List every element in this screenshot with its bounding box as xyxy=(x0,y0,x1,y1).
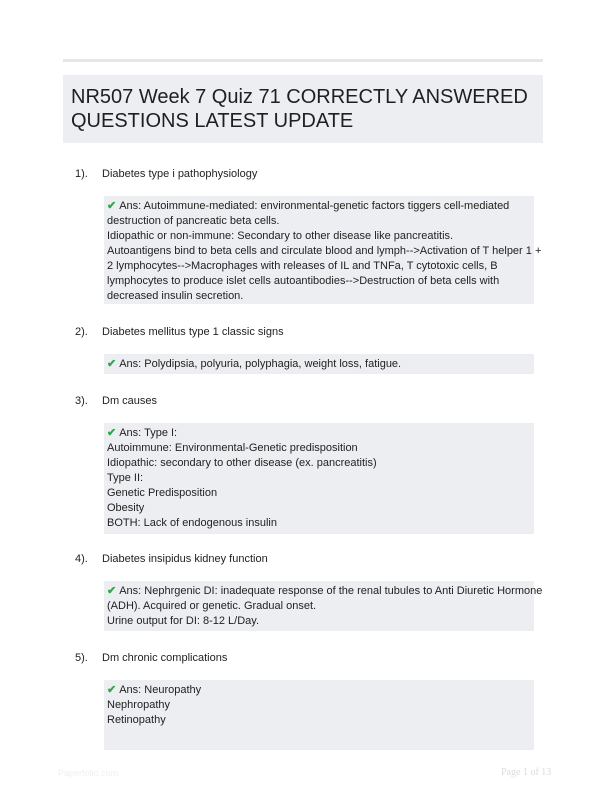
question-block-3 xyxy=(75,394,545,534)
question-number: 5). xyxy=(75,652,88,664)
answer-line: Idiopathic or non-immune: Secondary to other disease like pancreatitis. xyxy=(107,230,454,242)
document-title-line-2: QUESTIONS LATEST UPDATE xyxy=(71,110,354,132)
answer-line: Autoimmune: Environmental-Genetic predisposition xyxy=(107,442,358,454)
answer-line: destruction of pancreatic beta cells. xyxy=(107,215,280,227)
checkmark-icon: ✔ xyxy=(107,358,117,370)
answer-line: Retinopathy xyxy=(107,714,166,726)
answer-line: Obesity xyxy=(107,502,145,514)
question-text: Dm causes xyxy=(102,395,158,407)
question-number: 1). xyxy=(75,168,88,180)
question-text: Diabetes mellitus type 1 classic signs xyxy=(102,326,284,338)
question-block-5 xyxy=(75,651,545,750)
question-block-4 xyxy=(75,552,545,631)
answer-line: Ans: Autoimmune-mediated: environmental-genetic factors tiggers cell-mediated xyxy=(119,200,510,212)
checkmark-icon: ✔ xyxy=(107,585,117,597)
answer-line: lymphocytes to produce islet cells autoantibodies-->Destruction of beta cells with xyxy=(107,275,500,287)
question-number: 4). xyxy=(75,553,88,565)
answer-line: decreased insulin secretion. xyxy=(107,290,244,302)
answer-line: Urine output for DI: 8-12 L/Day. xyxy=(107,615,260,627)
answer-line: Ans: Type I: xyxy=(119,427,178,439)
question-text: Diabetes insipidus kidney function xyxy=(102,553,268,565)
answer-box xyxy=(104,680,534,750)
question-number: 2). xyxy=(75,326,88,338)
answer-box xyxy=(104,354,534,374)
checkmark-icon: ✔ xyxy=(107,427,117,439)
question-number: 3). xyxy=(75,395,88,407)
answer-box xyxy=(104,196,542,304)
checkmark-icon: ✔ xyxy=(107,200,117,212)
question-block-1 xyxy=(75,167,545,304)
question-block-2 xyxy=(75,325,545,374)
question-text: Diabetes type i pathophysiology xyxy=(102,168,258,180)
answer-line: BOTH: Lack of endogenous insulin xyxy=(107,517,277,529)
document-title-line-1: NR507 Week 7 Quiz 71 CORRECTLY ANSWERED xyxy=(71,86,528,108)
answer-line: Type II: xyxy=(107,472,144,484)
document-title-box xyxy=(63,75,543,143)
answer-line: Nephropathy xyxy=(107,699,170,711)
answer-line: Ans: Neuropathy xyxy=(119,684,202,696)
answer-line: 2 lymphocytes-->Macrophages with releases of IL and TNFa, T cytotoxic cells, B xyxy=(107,260,498,272)
answer-line: Ans: Polydipsia, polyuria, polyphagia, weight loss, fatigue. xyxy=(119,358,402,370)
answer-line: Idiopathic: secondary to other disease (ex. pancreatitis) xyxy=(107,457,377,469)
answer-line: Ans: Nephrgenic DI: inadequate response of the renal tubules to Anti Diuretic Hormone xyxy=(119,585,543,597)
answer-line: Genetic Predisposition xyxy=(107,487,218,499)
answer-line: Autoantigens bind to beta cells and circulate blood and lymph-->Activation of T helper 1 + xyxy=(107,245,542,257)
answer-line: (ADH). Acquired or genetic. Gradual onset. xyxy=(107,600,317,612)
checkmark-icon: ✔ xyxy=(107,684,117,696)
top-divider xyxy=(63,59,543,62)
footer-watermark: Paperfolio.com xyxy=(58,768,119,778)
question-text: Dm chronic complications xyxy=(102,652,228,664)
answer-box xyxy=(104,581,543,631)
page-number: Page 1 of 13 xyxy=(501,767,552,778)
answer-box xyxy=(104,423,534,534)
